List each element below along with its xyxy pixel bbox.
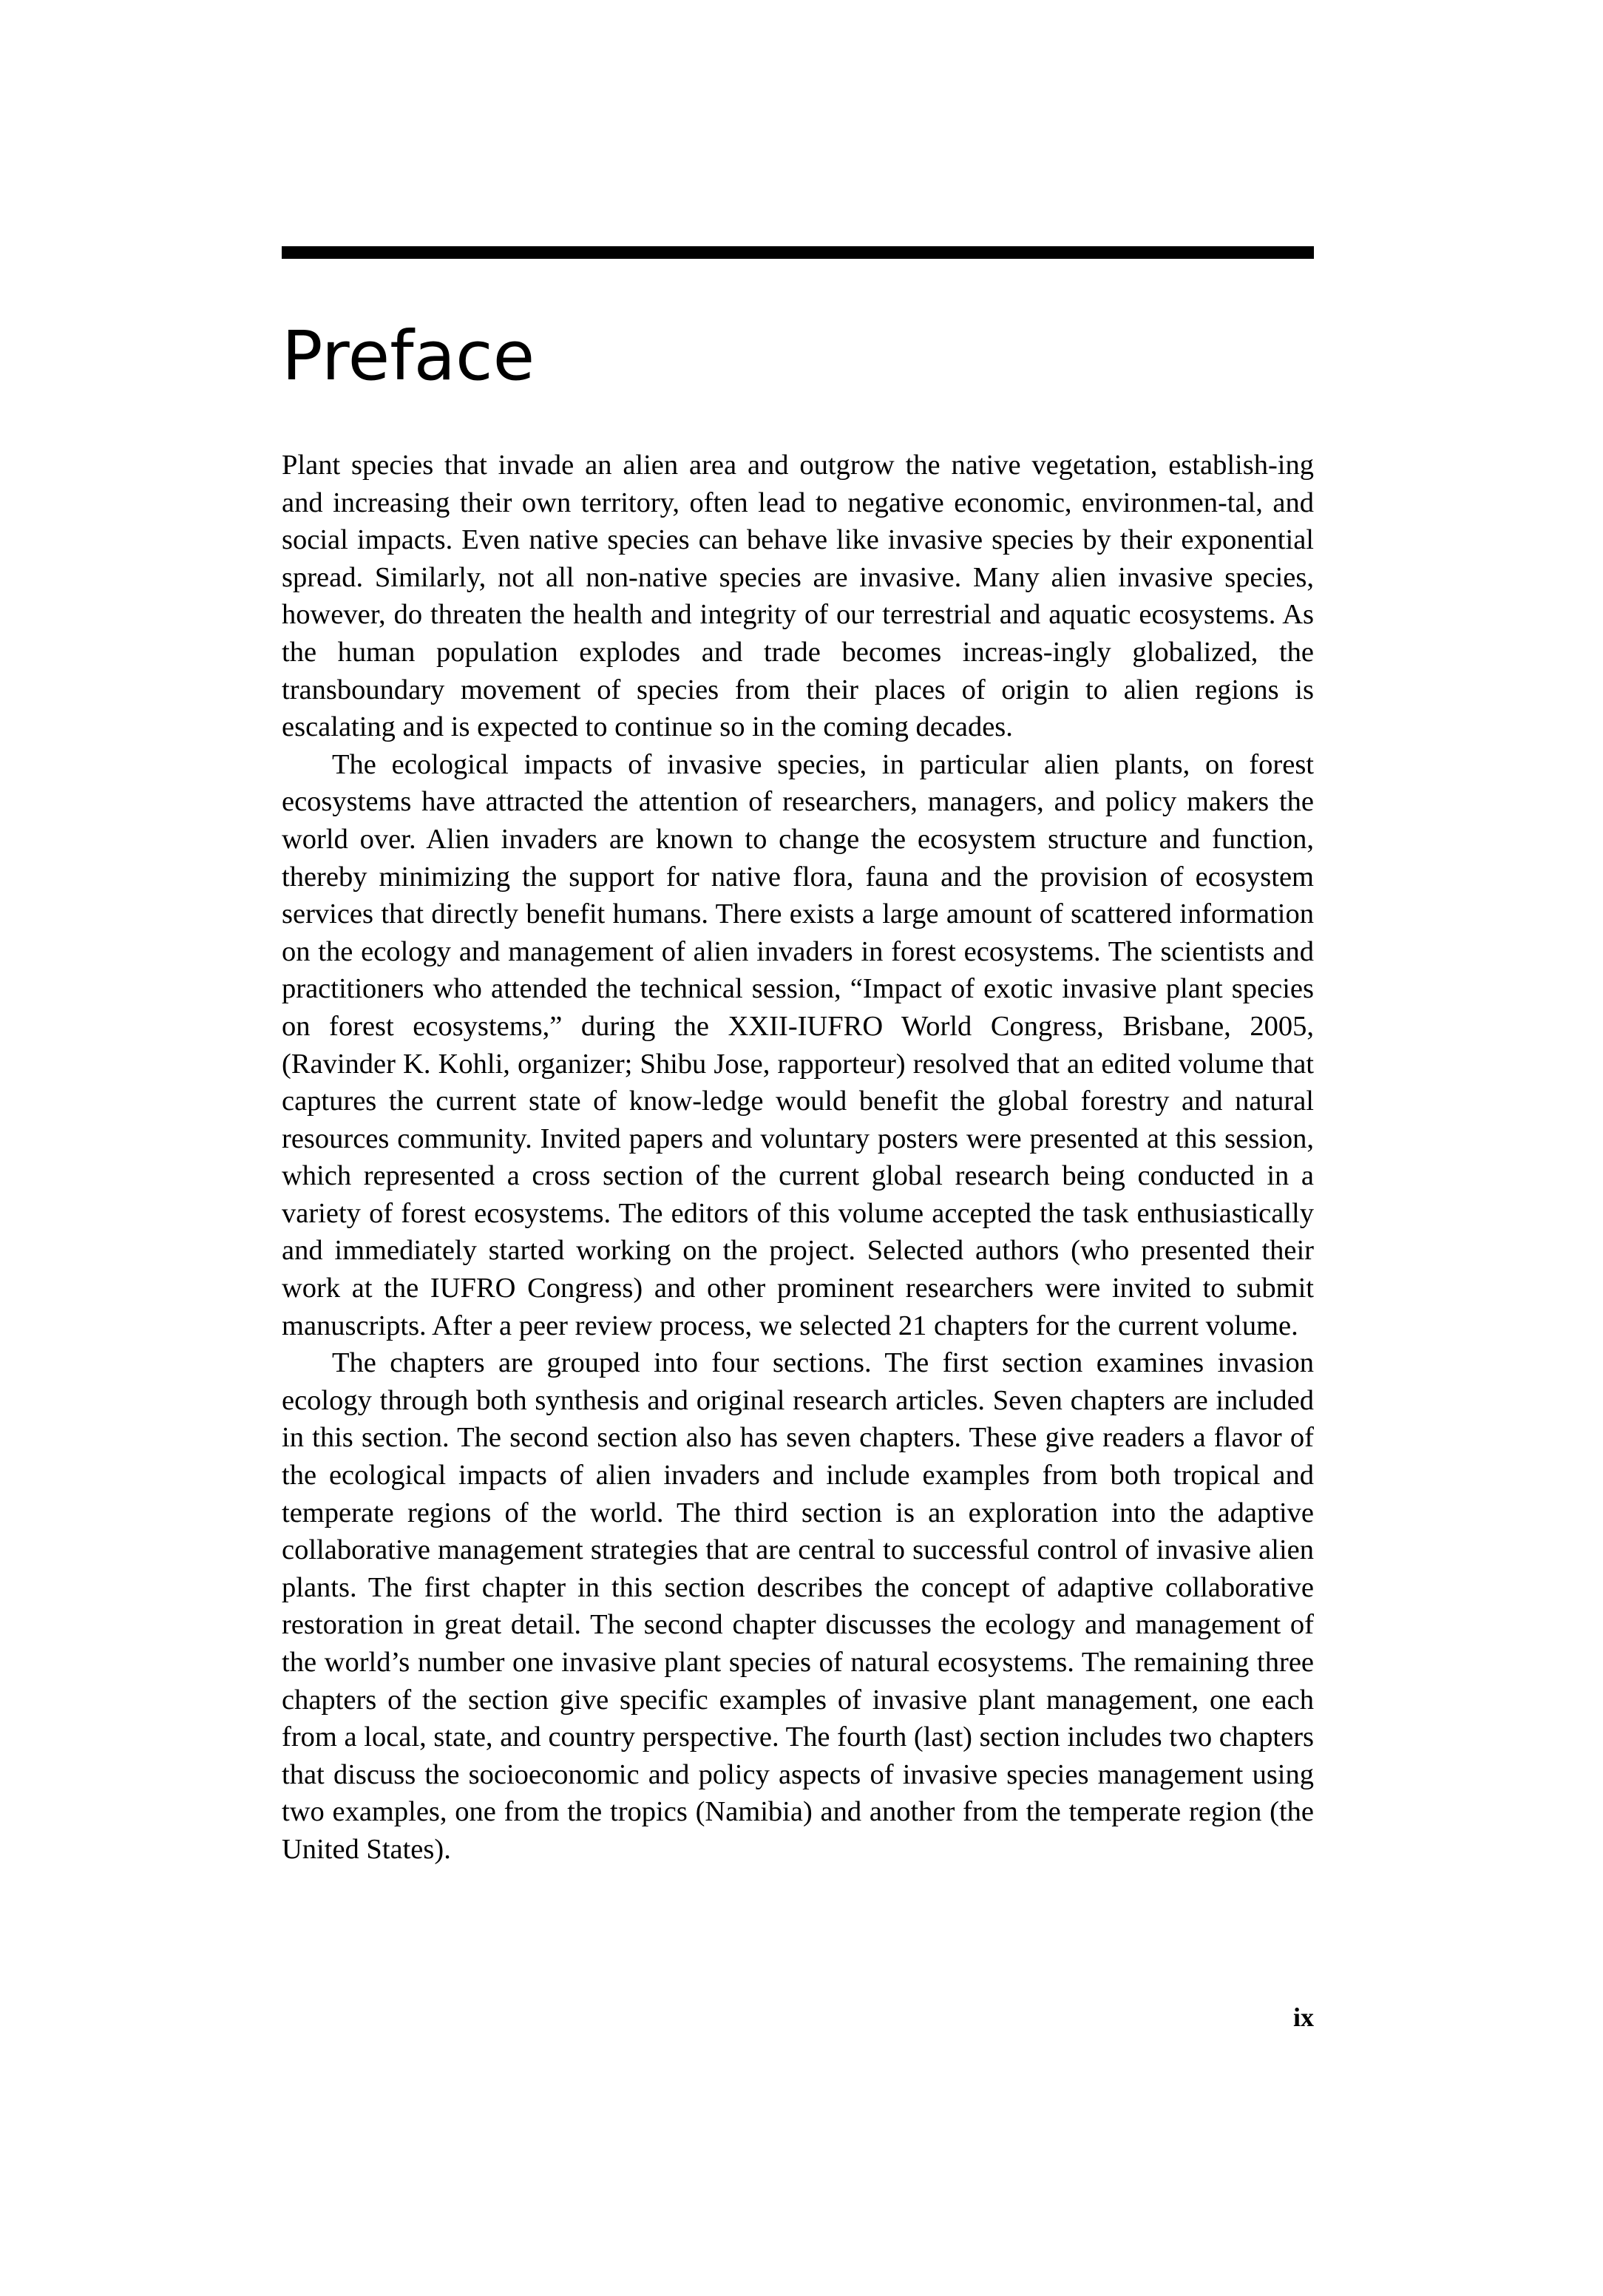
paragraph-2: The ecological impacts of invasive species, in particular alien plants, on forest ecosystems have attracted the attention of researchers, managers, and policy makers the world over. Alien invaders are known to change the ecosystem structure and function, thereby minimizing the support for native flora, fauna and the provision of ecosystem services that directly benefit humans. There exists a large amount of scattered information on the ecology and management of alien invaders in forest ecosystems. The scientists and practitioners who attended the technical session, “Impact of exotic invasive plant species on forest ecosystems,” during the XXII-IUFRO World Congress, Brisbane, 2005, (Ravinder K. Kohli, organizer; Shibu Jose, rapporteur) resolved that an edited volume that captures the current state of know-ledge would benefit the global forestry and natural resources community. Invited papers and voluntary posters were presented at this session, which represented a cross section of the current global research being conducted in a variety of forest ecosystems. The editors of this volume accepted the task enthusiastically and immediately started working on the project. Selected authors (who presented their work at the IUFRO Congress) and other prominent researchers were invited to submit manuscripts. After a peer review process, we selected 21 chapters for the current volume.	[282, 748, 1314, 1341]
paragraph-3: The chapters are grouped into four sections. The first section examines invasion ecology through both synthesis and original research articles. Seven chapters are included in this section. The second section also has seven chapters. These give readers a flavor of the ecological impacts of alien invaders and include examples from both tropical and temperate regions of the world. The third section is an exploration into the adaptive collaborative management strategies that are central to successful control of invasive alien plants. The first chapter in this section describes the concept of adaptive collaborative restoration in great detail. The second chapter discusses the ecology and management of the world’s number one invasive plant species of natural ecosystems. The remaining three chapters of the section give specific examples of invasive plant management, one each from a local, state, and country perspective. The fourth (last) section includes two chapters that discuss the socioeconomic and policy aspects of invasive species management using two examples, one from the tropics (Namibia) and another from the temperate region (the United States).	[282, 1347, 1314, 1865]
chapter-header-rule	[282, 246, 1314, 259]
preface-body	[282, 447, 1314, 1869]
page-number: ix	[1292, 2002, 1314, 2032]
paragraph-1: Plant species that invade an alien area and outgrow the native vegetation, establish-ing and increasing their own territory, often lead to negative economic, environmen-tal, and social impacts. Even native species can behave like invasive species by their exponential spread. Similarly, not all non-native species are invasive. Many alien invasive species, however, do threaten the health and integrity of our terrestrial and aquatic ecosystems. As the human population explodes and trade becomes increas-ingly globalized, the transboundary movement of species from their places of origin to alien regions is escalating and is expected to continue so in the coming decades.	[282, 450, 1314, 743]
page-title: Preface	[282, 316, 535, 396]
